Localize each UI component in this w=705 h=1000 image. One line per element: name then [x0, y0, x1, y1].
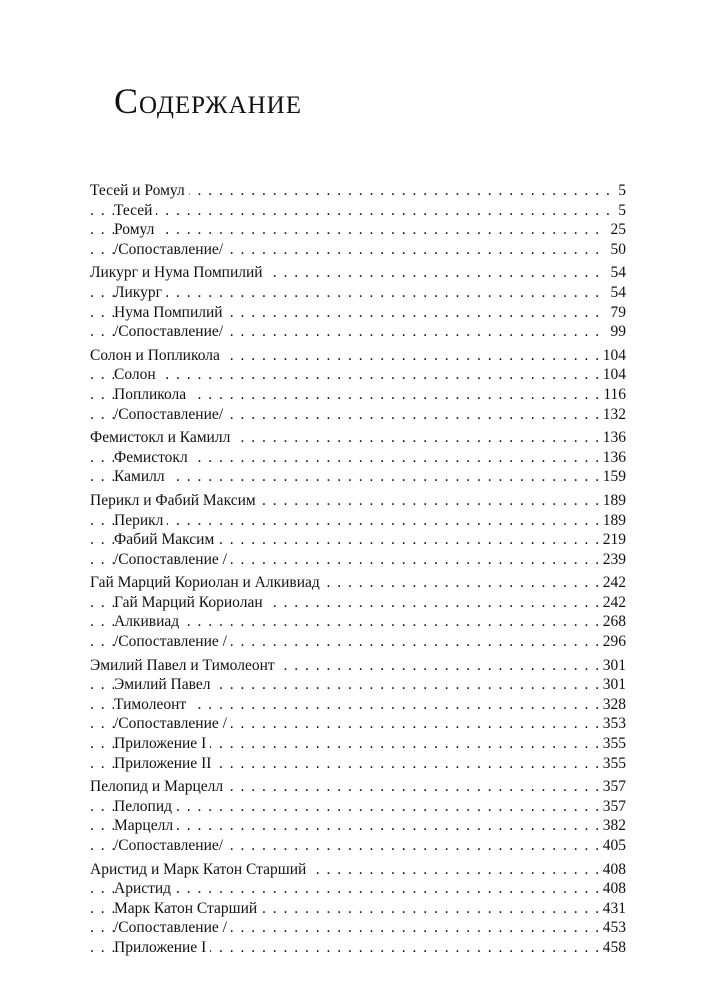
toc-page-number: 136 — [599, 448, 626, 468]
toc-section — [90, 860, 626, 958]
table-of-contents — [90, 181, 626, 958]
toc-page-number: 79 — [607, 303, 627, 323]
toc-subentry[interactable] — [90, 365, 626, 385]
toc-page-number: 353 — [599, 714, 626, 734]
toc-entry-label: Фемистокл и Камилл — [90, 429, 234, 446]
toc-entry-label: /Сопоставление/ — [114, 837, 227, 854]
toc-entry-label: Солон — [114, 366, 160, 383]
toc-page-number: 458 — [599, 938, 626, 958]
toc-page-number: 301 — [599, 656, 626, 676]
toc-entry-label: Тесей — [114, 202, 156, 219]
toc-entry-label: Марцелл — [114, 817, 177, 834]
toc-entry-label: Пелопид и Марцелл — [90, 778, 227, 795]
toc-page-number: 242 — [599, 573, 626, 593]
toc-section-heading[interactable] — [90, 860, 626, 880]
toc-section-heading[interactable] — [90, 181, 626, 201]
toc-subentry[interactable] — [90, 530, 626, 550]
toc-section-heading[interactable] — [90, 573, 626, 593]
toc-subentry[interactable] — [90, 283, 626, 303]
toc-subentry[interactable] — [90, 593, 626, 613]
toc-entry-label: Пелопид — [114, 798, 176, 815]
toc-page-number: 357 — [599, 777, 626, 797]
toc-section — [90, 491, 626, 569]
toc-section — [90, 656, 626, 774]
toc-subentry[interactable] — [90, 550, 626, 570]
toc-page-number: 189 — [599, 491, 626, 511]
toc-section-heading[interactable] — [90, 491, 626, 511]
toc-subentry[interactable] — [90, 836, 626, 856]
toc-subentry[interactable] — [90, 632, 626, 652]
toc-page-number: 355 — [599, 734, 626, 754]
toc-section-heading[interactable] — [90, 428, 626, 448]
toc-section-heading[interactable] — [90, 777, 626, 797]
toc-section — [90, 573, 626, 651]
toc-page-number: 328 — [599, 695, 626, 715]
toc-subentry[interactable] — [90, 405, 626, 425]
toc-entry-label: Приложение I — [114, 939, 210, 956]
toc-entry-label: Аристид и Марк Катон Старший — [90, 861, 310, 878]
toc-page-number: 54 — [607, 283, 627, 303]
toc-page-number: 189 — [599, 511, 626, 531]
toc-subentry[interactable] — [90, 695, 626, 715]
toc-page-number: 104 — [599, 346, 626, 366]
toc-page-number: 431 — [599, 899, 626, 919]
toc-subentry[interactable] — [90, 918, 626, 938]
toc-entry-label: /Сопоставление / — [114, 715, 231, 732]
toc-entry-label: Камилл — [114, 468, 169, 485]
toc-entry-label: Приложение II — [114, 755, 215, 772]
toc-entry-label: Аристид — [114, 880, 175, 897]
toc-page-number: 242 — [599, 593, 626, 613]
toc-subentry[interactable] — [90, 448, 626, 468]
toc-section — [90, 181, 626, 259]
toc-entry-label: Алкивиад — [114, 613, 183, 630]
toc-subentry[interactable] — [90, 511, 626, 531]
toc-page-number: 268 — [599, 612, 626, 632]
toc-page-number: 104 — [599, 365, 626, 385]
toc-entry-label: Ликург и Нума Помпилий — [90, 264, 267, 281]
toc-page-number: 408 — [599, 879, 626, 899]
toc-entry-label: /Сопоставление/ — [114, 406, 227, 423]
toc-page-number: 54 — [607, 263, 627, 283]
toc-subentry[interactable] — [90, 385, 626, 405]
toc-entry-label: Тимолеонт — [114, 696, 190, 713]
toc-section-heading[interactable] — [90, 346, 626, 366]
toc-subentry[interactable] — [90, 816, 626, 836]
toc-section — [90, 777, 626, 855]
toc-entry-label: Перикл — [114, 512, 167, 529]
toc-entry-label: Гай Марций Кориолан — [114, 594, 267, 611]
toc-page-number: 453 — [599, 918, 626, 938]
toc-page-number: 239 — [599, 550, 626, 570]
toc-subentry[interactable] — [90, 303, 626, 323]
toc-subentry[interactable] — [90, 714, 626, 734]
toc-page-number: 5 — [614, 181, 626, 201]
toc-entry-label: Нума Помпилий — [114, 304, 227, 321]
toc-entry-label: Приложение I — [114, 735, 210, 752]
toc-subentry[interactable] — [90, 938, 626, 958]
toc-subentry[interactable] — [90, 201, 626, 221]
toc-subentry[interactable] — [90, 797, 626, 817]
toc-page-number: 357 — [599, 797, 626, 817]
toc-page-number: 382 — [599, 816, 626, 836]
toc-entry-label: /Сопоставление/ — [114, 241, 227, 258]
toc-subentry[interactable] — [90, 754, 626, 774]
toc-page-number: 355 — [599, 754, 626, 774]
toc-entry-label: Ликург — [114, 284, 166, 301]
toc-page-number: 116 — [599, 385, 626, 405]
toc-section — [90, 346, 626, 424]
toc-page-number: 25 — [607, 220, 627, 240]
toc-subentry[interactable] — [90, 734, 626, 754]
toc-entry-label: Солон и Попликола — [90, 347, 224, 364]
toc-page-number: 219 — [599, 530, 626, 550]
toc-page-number: 5 — [614, 201, 626, 221]
toc-entry-label: Эмилий Павел и Тимолеонт — [90, 657, 279, 674]
toc-subentry[interactable] — [90, 879, 626, 899]
toc-page-number: 301 — [599, 675, 626, 695]
toc-entry-label: Гай Марций Кориолан и Алкивиад — [90, 574, 324, 591]
toc-subentry[interactable] — [90, 675, 626, 695]
toc-entry-label: /Сопоставление / — [114, 551, 231, 568]
toc-subentry[interactable] — [90, 612, 626, 632]
toc-subentry[interactable] — [90, 467, 626, 487]
toc-entry-label: Фемистокл — [114, 449, 192, 466]
toc-entry-label: Тесей и Ромул — [90, 182, 189, 199]
toc-section — [90, 263, 626, 341]
toc-entry-label: Попликола — [114, 386, 190, 403]
toc-page-number: 405 — [599, 836, 626, 856]
toc-entry-label: Эмилий Павел — [114, 676, 214, 693]
toc-entry-label: /Сопоставление/ — [114, 323, 227, 340]
toc-page-number: 296 — [599, 632, 626, 652]
toc-subentry[interactable] — [90, 899, 626, 919]
toc-page-number: 132 — [599, 405, 626, 425]
toc-page-number: 99 — [607, 322, 627, 342]
toc-entry-label: /Сопоставление / — [114, 919, 231, 936]
toc-entry-label: /Сопоставление / — [114, 633, 231, 650]
toc-page-number: 136 — [599, 428, 626, 448]
toc-page-number: 50 — [607, 240, 627, 260]
toc-subentry[interactable] — [90, 240, 626, 260]
toc-subentry[interactable] — [90, 220, 626, 240]
toc-section-heading[interactable] — [90, 263, 626, 283]
toc-page-number: 159 — [599, 467, 626, 487]
toc-entry-label: Марк Катон Старший — [114, 900, 261, 917]
toc-section-heading[interactable] — [90, 656, 626, 676]
page-title: Содержание — [114, 81, 303, 121]
toc-entry-label: Ромул — [114, 221, 158, 238]
toc-page-number: 408 — [599, 860, 626, 880]
toc-subentry[interactable] — [90, 322, 626, 342]
toc-section — [90, 428, 626, 487]
toc-entry-label: Перикл и Фабий Максим — [90, 492, 260, 509]
toc-entry-label: Фабий Максим — [114, 531, 218, 548]
